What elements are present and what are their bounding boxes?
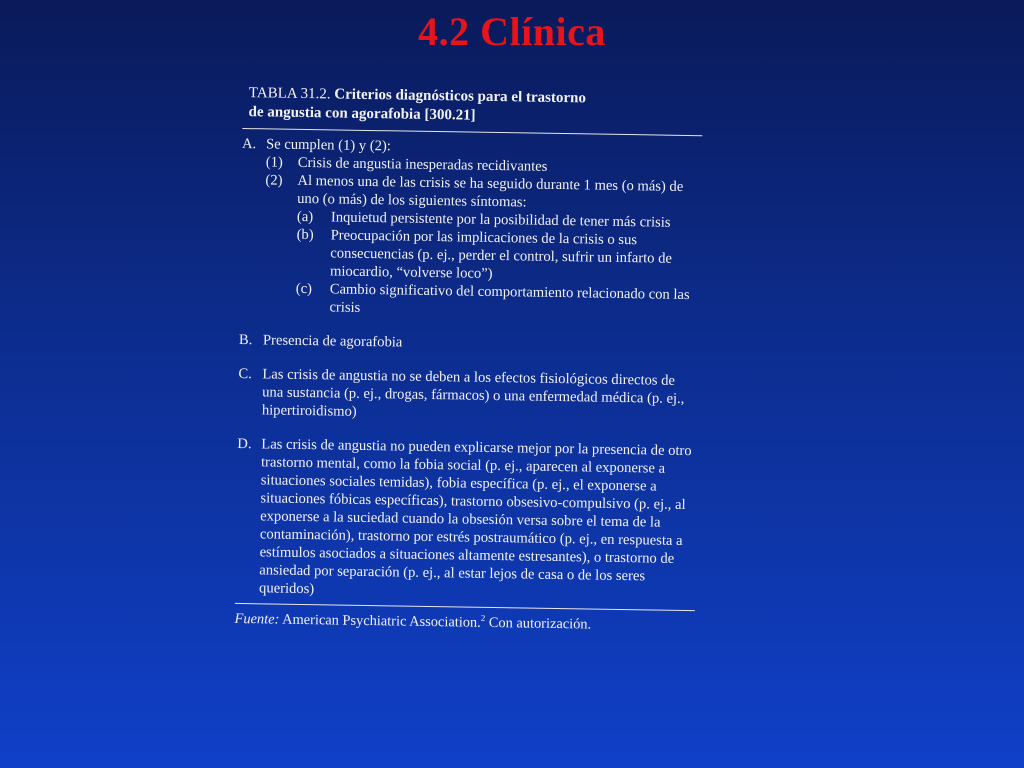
criterion-d-letter: D. xyxy=(237,435,252,453)
criterion-d-text: Las crisis de angustia no pueden explicarse mejor por la presencia de otro trastorno mental, como la fobia social (p. ej., aparecen al exponerse a situaciones sociales temidas), fobia específica (p. ej., el exponerse a situaciones fóbicas específicas), trastorno obsesivo-compulsivo (p. ej., al exponerse a la suciedad cuando la obsesión versa sobre el tema de la contaminación), trastorno por estrés postraumático (p. ej., en respuesta a estímulos asociados a situaciones altamente estresantes), o trastorno de ansiedad por separación (p. ej., al estar lejos de casa o de los seres queridos) xyxy=(258,436,692,598)
criterion-b-text: Presencia de agorafobia xyxy=(262,332,403,351)
table-label: TABLA 31.2. xyxy=(248,85,331,103)
source-footnote: 2 xyxy=(480,613,486,624)
table-title-line1: Criterios diagnósticos para el trastorno xyxy=(334,86,587,107)
slide-title: 4.2 Clínica xyxy=(418,9,606,54)
source-label: Fuente: xyxy=(234,610,280,628)
subitem-text: Preocupación por las implicaciones de la crisis o sus consecuencias (p. ej., perder el control, sufrir un infarto de miocardio, “volverse loco”) xyxy=(329,227,673,282)
criterion-a-subitem-b xyxy=(296,226,701,286)
criterion-c xyxy=(238,365,699,426)
bottom-rule xyxy=(235,603,695,611)
item-number: (2) xyxy=(265,172,283,189)
subitem-letter: (c) xyxy=(295,280,313,298)
criterion-a-letter: A. xyxy=(241,135,257,153)
criterion-c-letter: C. xyxy=(238,365,252,383)
item-text: Crisis de angustia inesperadas recidivantes xyxy=(297,154,548,175)
criterion-a xyxy=(239,135,702,322)
item-number: (1) xyxy=(265,154,283,171)
item-text: Al menos una de las crisis se ha seguido durante 1 mes (o más) de uno (o más) de los siguientes síntomas: xyxy=(297,172,684,211)
subitem-text: Cambio significativo del comportamiento relacionado con las crisis xyxy=(329,281,690,316)
criterion-a-intro: Se cumplen (1) y (2): xyxy=(265,136,391,155)
subitem-letter: (a) xyxy=(296,208,314,226)
scanned-table xyxy=(234,84,702,635)
criterion-c-text: Las crisis de angustia no se deben a los efectos fisiológicos directos de una sustancia (p. ej., drogas, fármacos) o una enfermedad médica (p. ej., hipertiroidismo) xyxy=(261,366,685,420)
table-heading xyxy=(248,84,703,129)
criterion-b-letter: B. xyxy=(238,331,253,349)
table-title-line2: de angustia con agorafobia [300.21] xyxy=(248,104,476,124)
source-text: American Psychiatric Association. xyxy=(282,611,481,631)
source-tail: Con autorización. xyxy=(488,614,592,633)
subitem-text: Inquietud persistente por la posibilidad de tener más crisis xyxy=(330,209,671,231)
top-rule xyxy=(242,128,702,136)
criterion-a-subitem-c xyxy=(295,280,700,322)
subitem-letter: (b) xyxy=(296,226,314,244)
criterion-d xyxy=(235,435,697,604)
table-source xyxy=(234,610,694,635)
